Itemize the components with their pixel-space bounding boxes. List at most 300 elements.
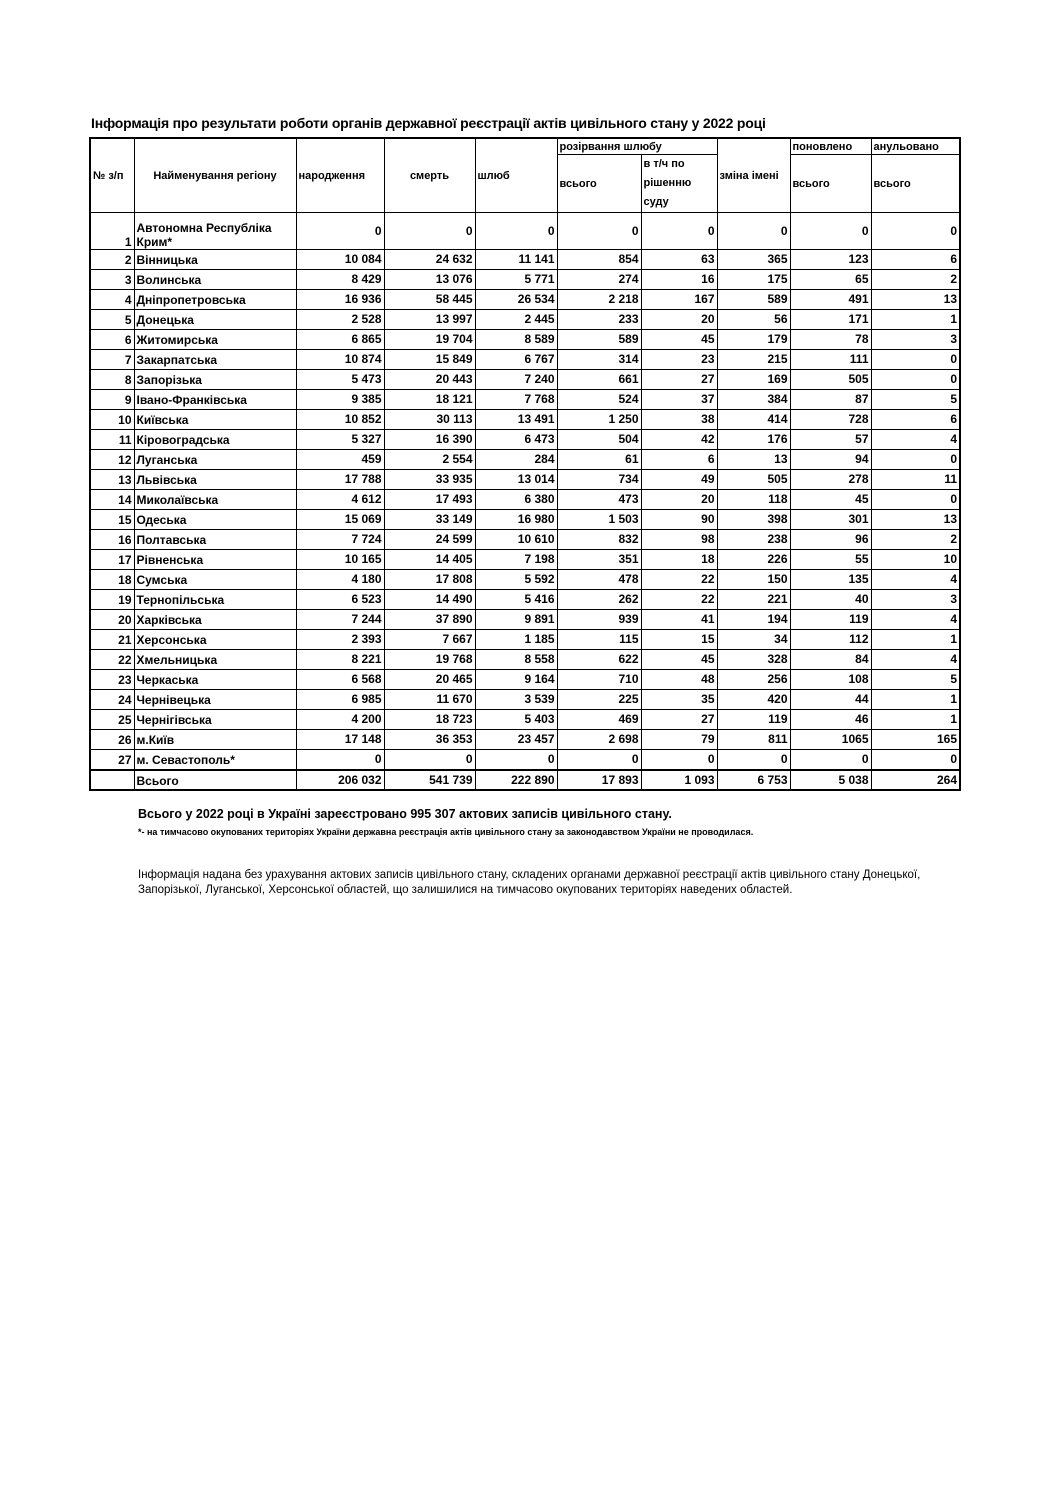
row-deaths: 13 076 [384, 270, 475, 290]
table-row [90, 330, 960, 350]
row-divorce-total: 0 [557, 213, 641, 250]
row-deaths: 15 849 [384, 350, 475, 370]
row-deaths: 7 667 [384, 630, 475, 650]
row-births: 15 069 [296, 510, 384, 530]
row-marriages: 13 014 [475, 470, 557, 490]
row-divorce-court: 41 [641, 610, 717, 630]
header-num: № з/п [90, 138, 134, 213]
row-deaths: 58 445 [384, 290, 475, 310]
row-annulled: 0 [871, 450, 960, 470]
row-marriages: 9 891 [475, 610, 557, 630]
row-renewed: 135 [790, 570, 871, 590]
row-births: 10 165 [296, 550, 384, 570]
table-row [90, 270, 960, 290]
total-divorce-total: 17 893 [557, 770, 641, 790]
row-index: 22 [90, 650, 134, 670]
row-deaths: 20 443 [384, 370, 475, 390]
row-marriages: 8 558 [475, 650, 557, 670]
row-marriages: 5 416 [475, 590, 557, 610]
row-index: 27 [90, 750, 134, 771]
row-marriages: 5 403 [475, 710, 557, 730]
row-renewed: 46 [790, 710, 871, 730]
row-annulled: 1 [871, 690, 960, 710]
row-births: 6 985 [296, 690, 384, 710]
row-name-change: 13 [717, 450, 790, 470]
row-divorce-total: 589 [557, 330, 641, 350]
row-marriages: 6 767 [475, 350, 557, 370]
row-marriages: 23 457 [475, 730, 557, 750]
row-name-change: 589 [717, 290, 790, 310]
row-name-change: 194 [717, 610, 790, 630]
row-marriages: 1 185 [475, 630, 557, 650]
table-row [90, 470, 960, 490]
row-annulled: 6 [871, 250, 960, 270]
row-renewed: 112 [790, 630, 871, 650]
row-region: Кіровоградська [134, 430, 296, 450]
row-births: 8 221 [296, 650, 384, 670]
row-name-change: 414 [717, 410, 790, 430]
header-divorce-group: розірвання шлюбу [557, 138, 717, 155]
row-index: 1 [90, 213, 134, 250]
total-index [90, 770, 134, 790]
table-row [90, 570, 960, 590]
table-row [90, 530, 960, 550]
row-name-change: 238 [717, 530, 790, 550]
row-deaths: 14 490 [384, 590, 475, 610]
row-renewed: 55 [790, 550, 871, 570]
row-divorce-court: 6 [641, 450, 717, 470]
row-annulled: 4 [871, 610, 960, 630]
row-annulled: 2 [871, 530, 960, 550]
row-region: Житомирська [134, 330, 296, 350]
row-annulled: 13 [871, 510, 960, 530]
row-deaths: 16 390 [384, 430, 475, 450]
row-index: 10 [90, 410, 134, 430]
row-renewed: 491 [790, 290, 871, 310]
row-births: 4 200 [296, 710, 384, 730]
table-row [90, 510, 960, 530]
row-index: 7 [90, 350, 134, 370]
table-row [90, 750, 960, 771]
table-row [90, 350, 960, 370]
row-divorce-court: 49 [641, 470, 717, 490]
row-annulled: 165 [871, 730, 960, 750]
row-index: 26 [90, 730, 134, 750]
row-marriages: 11 141 [475, 250, 557, 270]
row-divorce-court: 98 [641, 530, 717, 550]
row-annulled: 0 [871, 350, 960, 370]
row-annulled: 5 [871, 670, 960, 690]
row-region: Хмельницька [134, 650, 296, 670]
info-note: Інформація надана без урахування актових записів цивільного стану, складених органами державної реєстрації актів цивільного стану Донецької, Запорізької, Луганської, Херсонської областей, що залишилися на тимчасово окупованих територіях наведених областей. [138, 869, 921, 896]
row-annulled: 13 [871, 290, 960, 310]
row-divorce-total: 225 [557, 690, 641, 710]
table-row [90, 670, 960, 690]
row-name-change: 0 [717, 750, 790, 771]
row-deaths: 17 808 [384, 570, 475, 590]
row-marriages: 6 380 [475, 490, 557, 510]
header-divorce-total: всього [557, 155, 641, 213]
row-divorce-court: 27 [641, 710, 717, 730]
row-index: 20 [90, 610, 134, 630]
row-renewed: 44 [790, 690, 871, 710]
row-index: 16 [90, 530, 134, 550]
header-deaths: смерть [384, 138, 475, 213]
row-annulled: 0 [871, 370, 960, 390]
table-row [90, 410, 960, 430]
row-region: Чернігівська [134, 710, 296, 730]
row-deaths: 24 632 [384, 250, 475, 270]
row-name-change: 420 [717, 690, 790, 710]
row-index: 21 [90, 630, 134, 650]
row-divorce-total: 262 [557, 590, 641, 610]
footnote-occupied: *- на тимчасово окупованих територіях України державна реєстрація актів цивільного стану за законодавством України не проводилася. [138, 827, 754, 837]
row-births: 10 852 [296, 410, 384, 430]
row-index: 5 [90, 310, 134, 330]
row-name-change: 56 [717, 310, 790, 330]
row-marriages: 5 771 [475, 270, 557, 290]
row-region: Одеська [134, 510, 296, 530]
row-name-change: 0 [717, 213, 790, 250]
row-renewed: 84 [790, 650, 871, 670]
row-divorce-court: 48 [641, 670, 717, 690]
row-renewed: 728 [790, 410, 871, 430]
table-row [90, 490, 960, 510]
row-divorce-total: 233 [557, 310, 641, 330]
row-divorce-total: 504 [557, 430, 641, 450]
row-region: Львівська [134, 470, 296, 490]
row-name-change: 176 [717, 430, 790, 450]
row-region: Волинська [134, 270, 296, 290]
row-deaths: 13 997 [384, 310, 475, 330]
row-region: Вінницька [134, 250, 296, 270]
row-divorce-court: 16 [641, 270, 717, 290]
row-divorce-court: 90 [641, 510, 717, 530]
row-region: Запорізька [134, 370, 296, 390]
row-renewed: 505 [790, 370, 871, 390]
table-row [90, 213, 960, 250]
row-name-change: 150 [717, 570, 790, 590]
row-divorce-total: 661 [557, 370, 641, 390]
row-region: Дніпропетровська [134, 290, 296, 310]
row-divorce-court: 18 [641, 550, 717, 570]
header-renewed-group: поновлено [790, 138, 871, 155]
row-region: Сумська [134, 570, 296, 590]
document-title: Інформація про результати роботи органів державної реєстрації актів цивільного стану у 2022 році [91, 115, 766, 131]
table-row [90, 710, 960, 730]
row-deaths: 30 113 [384, 410, 475, 430]
row-region: Херсонська [134, 630, 296, 650]
row-divorce-court: 45 [641, 330, 717, 350]
row-divorce-court: 35 [641, 690, 717, 710]
row-divorce-total: 854 [557, 250, 641, 270]
row-index: 23 [90, 670, 134, 690]
row-marriages: 13 491 [475, 410, 557, 430]
table-row [90, 250, 960, 270]
row-divorce-total: 469 [557, 710, 641, 730]
row-region: Луганська [134, 450, 296, 470]
table-row [90, 730, 960, 750]
header-births: народження [296, 138, 384, 213]
row-deaths: 19 704 [384, 330, 475, 350]
row-index: 13 [90, 470, 134, 490]
row-renewed: 108 [790, 670, 871, 690]
row-annulled: 1 [871, 310, 960, 330]
row-region: Івано-Франківська [134, 390, 296, 410]
row-index: 12 [90, 450, 134, 470]
row-annulled: 4 [871, 570, 960, 590]
total-divorce-court: 1 093 [641, 770, 717, 790]
row-annulled: 6 [871, 410, 960, 430]
row-index: 17 [90, 550, 134, 570]
row-renewed: 171 [790, 310, 871, 330]
row-births: 4 612 [296, 490, 384, 510]
table-row [90, 450, 960, 470]
row-divorce-court: 0 [641, 750, 717, 771]
row-divorce-court: 37 [641, 390, 717, 410]
table-row [90, 610, 960, 630]
total-births: 206 032 [296, 770, 384, 790]
row-index: 14 [90, 490, 134, 510]
row-name-change: 328 [717, 650, 790, 670]
row-renewed: 87 [790, 390, 871, 410]
row-renewed: 57 [790, 430, 871, 450]
row-divorce-total: 710 [557, 670, 641, 690]
row-region: Рівненська [134, 550, 296, 570]
row-region: м. Севастополь* [134, 750, 296, 771]
row-name-change: 34 [717, 630, 790, 650]
row-divorce-total: 274 [557, 270, 641, 290]
row-divorce-court: 15 [641, 630, 717, 650]
row-deaths: 24 599 [384, 530, 475, 550]
row-marriages: 9 164 [475, 670, 557, 690]
row-divorce-total: 473 [557, 490, 641, 510]
row-births: 7 724 [296, 530, 384, 550]
row-index: 24 [90, 690, 134, 710]
row-births: 5 327 [296, 430, 384, 450]
row-index: 9 [90, 390, 134, 410]
row-name-change: 505 [717, 470, 790, 490]
row-marriages: 6 473 [475, 430, 557, 450]
row-divorce-total: 0 [557, 750, 641, 771]
table-row [90, 370, 960, 390]
row-index: 19 [90, 590, 134, 610]
total-records-note: Всього у 2022 році в Україні зареєстровано 995 307 актових записів цивільного стану. [138, 807, 672, 821]
row-name-change: 221 [717, 590, 790, 610]
row-births: 459 [296, 450, 384, 470]
total-annulled: 264 [871, 770, 960, 790]
row-index: 4 [90, 290, 134, 310]
row-name-change: 169 [717, 370, 790, 390]
row-births: 10 084 [296, 250, 384, 270]
row-deaths: 19 768 [384, 650, 475, 670]
row-deaths: 33 935 [384, 470, 475, 490]
row-births: 2 528 [296, 310, 384, 330]
row-deaths: 14 405 [384, 550, 475, 570]
row-index: 3 [90, 270, 134, 290]
row-divorce-court: 42 [641, 430, 717, 450]
row-annulled: 10 [871, 550, 960, 570]
row-annulled: 4 [871, 650, 960, 670]
header-annulled-total: всього [871, 155, 960, 213]
row-renewed: 45 [790, 490, 871, 510]
row-region: Тернопільська [134, 590, 296, 610]
row-renewed: 301 [790, 510, 871, 530]
row-divorce-court: 38 [641, 410, 717, 430]
row-divorce-court: 20 [641, 490, 717, 510]
row-deaths: 20 465 [384, 670, 475, 690]
row-renewed: 94 [790, 450, 871, 470]
row-births: 10 874 [296, 350, 384, 370]
header-region: Найменування регіону [134, 138, 296, 213]
row-deaths: 18 723 [384, 710, 475, 730]
row-deaths: 0 [384, 213, 475, 250]
row-deaths: 11 670 [384, 690, 475, 710]
row-name-change: 175 [717, 270, 790, 290]
row-deaths: 33 149 [384, 510, 475, 530]
row-divorce-court: 22 [641, 590, 717, 610]
row-renewed: 119 [790, 610, 871, 630]
table-row [90, 630, 960, 650]
table-row [90, 430, 960, 450]
row-marriages: 0 [475, 750, 557, 771]
row-births: 16 936 [296, 290, 384, 310]
row-renewed: 65 [790, 270, 871, 290]
row-marriages: 0 [475, 213, 557, 250]
row-births: 6 523 [296, 590, 384, 610]
row-region: м.Київ [134, 730, 296, 750]
row-marriages: 7 768 [475, 390, 557, 410]
row-index: 25 [90, 710, 134, 730]
row-region: Харківська [134, 610, 296, 630]
row-marriages: 3 539 [475, 690, 557, 710]
registration-stats-table [89, 137, 961, 791]
total-row [90, 770, 960, 790]
row-divorce-total: 314 [557, 350, 641, 370]
table-row [90, 690, 960, 710]
row-annulled: 3 [871, 330, 960, 350]
row-region: Миколаївська [134, 490, 296, 510]
row-divorce-court: 79 [641, 730, 717, 750]
row-divorce-total: 939 [557, 610, 641, 630]
row-deaths: 0 [384, 750, 475, 771]
row-divorce-court: 0 [641, 213, 717, 250]
row-index: 8 [90, 370, 134, 390]
row-deaths: 2 554 [384, 450, 475, 470]
row-index: 15 [90, 510, 134, 530]
header-renewed-total: всього [790, 155, 871, 213]
table-row [90, 590, 960, 610]
row-renewed: 40 [790, 590, 871, 610]
row-region: Черкаська [134, 670, 296, 690]
row-annulled: 5 [871, 390, 960, 410]
row-name-change: 398 [717, 510, 790, 530]
row-deaths: 37 890 [384, 610, 475, 630]
row-annulled: 11 [871, 470, 960, 490]
row-births: 6 568 [296, 670, 384, 690]
row-annulled: 4 [871, 430, 960, 450]
row-divorce-total: 351 [557, 550, 641, 570]
row-annulled: 0 [871, 213, 960, 250]
row-deaths: 36 353 [384, 730, 475, 750]
row-name-change: 811 [717, 730, 790, 750]
table-row [90, 290, 960, 310]
row-index: 11 [90, 430, 134, 450]
total-name-change: 6 753 [717, 770, 790, 790]
row-divorce-court: 63 [641, 250, 717, 270]
row-marriages: 5 592 [475, 570, 557, 590]
row-name-change: 226 [717, 550, 790, 570]
row-births: 17 788 [296, 470, 384, 490]
row-marriages: 16 980 [475, 510, 557, 530]
row-divorce-court: 23 [641, 350, 717, 370]
row-name-change: 179 [717, 330, 790, 350]
row-index: 2 [90, 250, 134, 270]
row-divorce-total: 524 [557, 390, 641, 410]
row-marriages: 7 240 [475, 370, 557, 390]
row-renewed: 111 [790, 350, 871, 370]
row-births: 2 393 [296, 630, 384, 650]
row-divorce-court: 20 [641, 310, 717, 330]
row-annulled: 3 [871, 590, 960, 610]
row-marriages: 10 610 [475, 530, 557, 550]
row-renewed: 123 [790, 250, 871, 270]
row-divorce-total: 2 218 [557, 290, 641, 310]
row-marriages: 8 589 [475, 330, 557, 350]
row-name-change: 384 [717, 390, 790, 410]
row-annulled: 0 [871, 490, 960, 510]
row-births: 9 385 [296, 390, 384, 410]
row-divorce-court: 22 [641, 570, 717, 590]
row-marriages: 26 534 [475, 290, 557, 310]
row-divorce-total: 734 [557, 470, 641, 490]
row-annulled: 2 [871, 270, 960, 290]
row-births: 6 865 [296, 330, 384, 350]
header-marriages: шлюб [475, 138, 557, 213]
row-births: 7 244 [296, 610, 384, 630]
row-divorce-total: 832 [557, 530, 641, 550]
header-annulled-group: анульовано [871, 138, 960, 155]
table-row [90, 310, 960, 330]
row-annulled: 1 [871, 630, 960, 650]
row-renewed: 1065 [790, 730, 871, 750]
header-divorce-court: в т/ч по рішенню суду [641, 155, 717, 213]
row-births: 4 180 [296, 570, 384, 590]
row-renewed: 278 [790, 470, 871, 490]
row-divorce-total: 2 698 [557, 730, 641, 750]
total-renewed: 5 038 [790, 770, 871, 790]
total-marriages: 222 890 [475, 770, 557, 790]
row-divorce-court: 27 [641, 370, 717, 390]
row-region: Чернівецька [134, 690, 296, 710]
row-region: Київська [134, 410, 296, 430]
row-region: Автономна Республіка Крим* [134, 213, 296, 250]
row-divorce-total: 1 503 [557, 510, 641, 530]
row-births: 8 429 [296, 270, 384, 290]
row-marriages: 2 445 [475, 310, 557, 330]
row-divorce-total: 622 [557, 650, 641, 670]
total-label: Всього [134, 770, 296, 790]
row-renewed: 0 [790, 213, 871, 250]
row-divorce-total: 115 [557, 630, 641, 650]
row-renewed: 78 [790, 330, 871, 350]
row-name-change: 118 [717, 490, 790, 510]
row-births: 5 473 [296, 370, 384, 390]
row-births: 0 [296, 213, 384, 250]
row-index: 18 [90, 570, 134, 590]
row-region: Полтавська [134, 530, 296, 550]
header-name-change: зміна імені [717, 138, 790, 213]
